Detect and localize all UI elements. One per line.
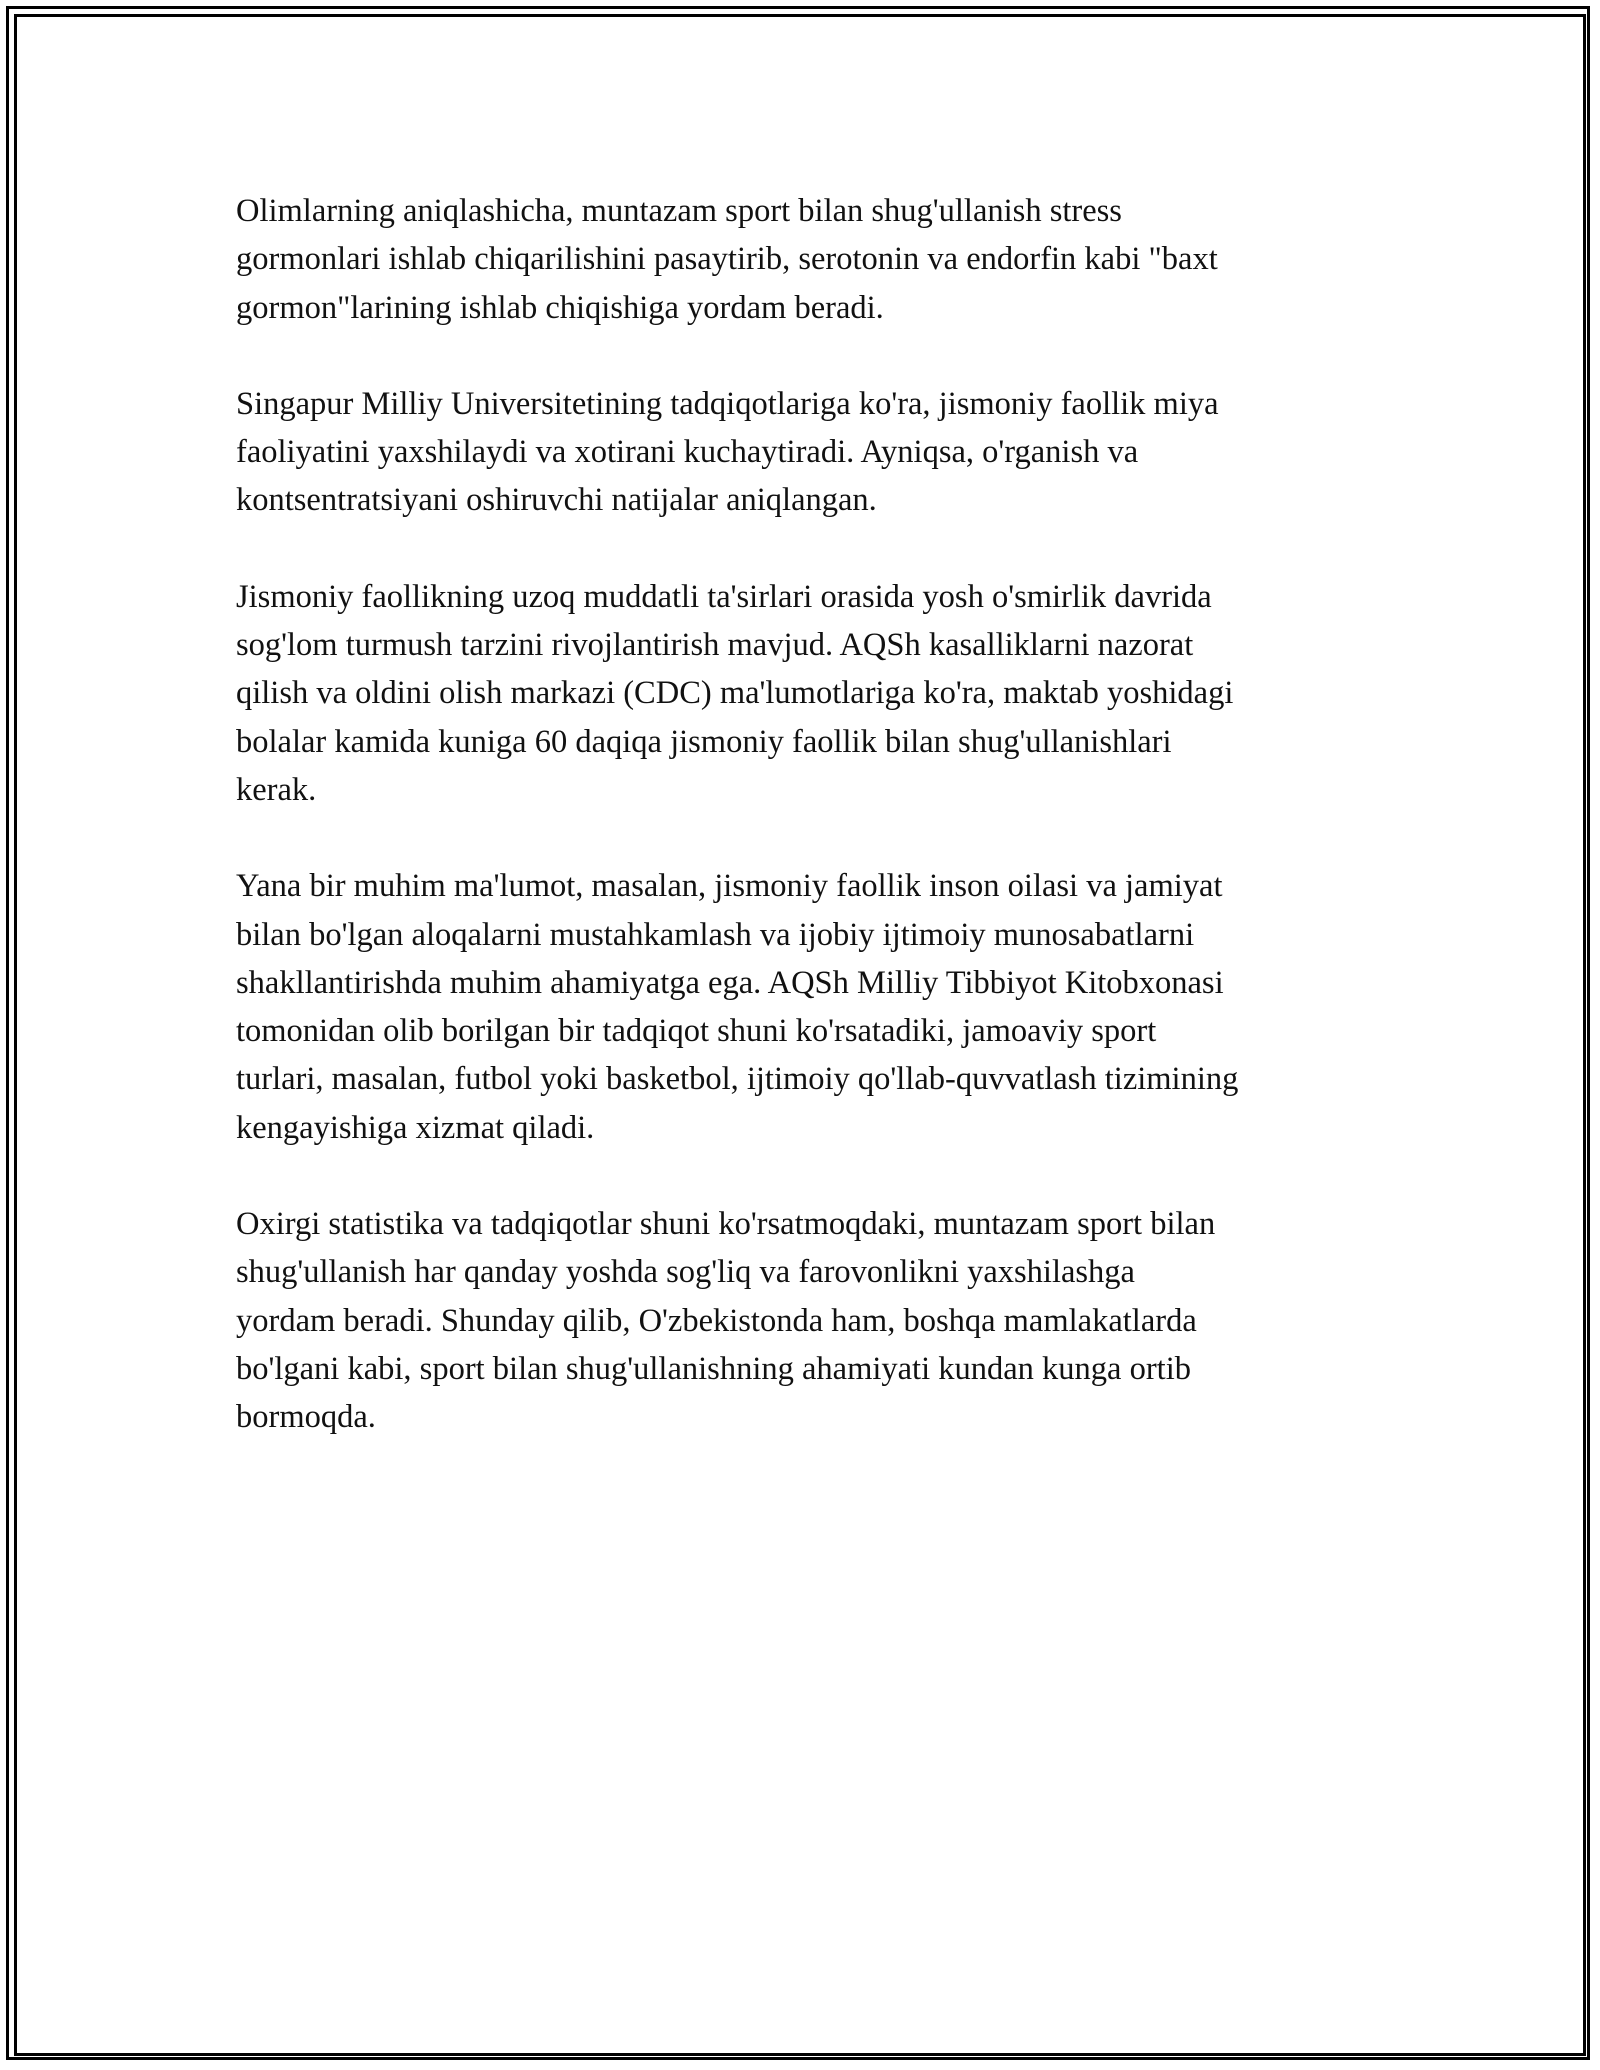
paragraph-singapore-university-study: Singapur Milliy Universitetining tadqiqotlariga ko'ra, jismoniy faollik miya faoliyatini yaxshilaydi va xotirani kuchaytiradi. Ayniqsa, o'rganish va kontsentratsiyani oshiruvchi natijalar aniqlangan. [236, 385, 1219, 519]
paragraph-sport-stress-hormones: Olimlarning aniqlashicha, muntazam sport bilan shug'ullanish stress gormonlari ishlab chiqarilishini pasaytirib, serotonin va endorfin kabi "baxt gormon"larining ishlab chiqishiga yordam beradi. [236, 193, 1218, 326]
paragraph-conclusion: Oxirgi statistika va tadqiqotlar shuni ko'rsatmoqdaki, muntazam sport bilan shug'ullanish har qanday yoshda sog'liq va farovonlikni yaxshilashga yordam beradi. Shunday qilib, O'zbekistonda ham, boshqa mamlakatlarda bo'lgani kabi, sport bilan shug'ullanishning ahamiyati kundan kunga ortib bormoqda. [236, 1206, 1216, 1436]
document-body [236, 187, 1376, 1490]
paragraph-social-benefits: Yana bir muhim ma'lumot, masalan, jismoniy faollik inson oilasi va jamiyat bilan bo'lgan aloqalarni mustahkamlash va ijobiy ijtimoiy munosabatlarni shakllantirishda muhim ahamiyatga ega. AQSh Milliy Tibbiyot Kitobxonasi tomonidan olib borilgan bir tadqiqot shuni ko'rsatadiki, jamoaviy sport turlari, masalan, futbol yoki basketbol, ijtimoiy qo'llab-quvvatlash tizimining kengayishiga xizmat qiladi. [236, 868, 1239, 1146]
paragraph-cdc-recommendation: Jismoniy faollikning uzoq muddatli ta'sirlari orasida yosh o'smirlik davrida sog'lom turmush tarzini rivojlantirish mavjud. AQSh kasalliklarni nazorat qilish va oldini olish markazi (CDC) ma'lumotlariga ko'ra, maktab yoshidagi bolalar kamida kuniga 60 daqiqa jismoniy faollik bilan shug'ullanishlari kerak. [236, 578, 1234, 808]
